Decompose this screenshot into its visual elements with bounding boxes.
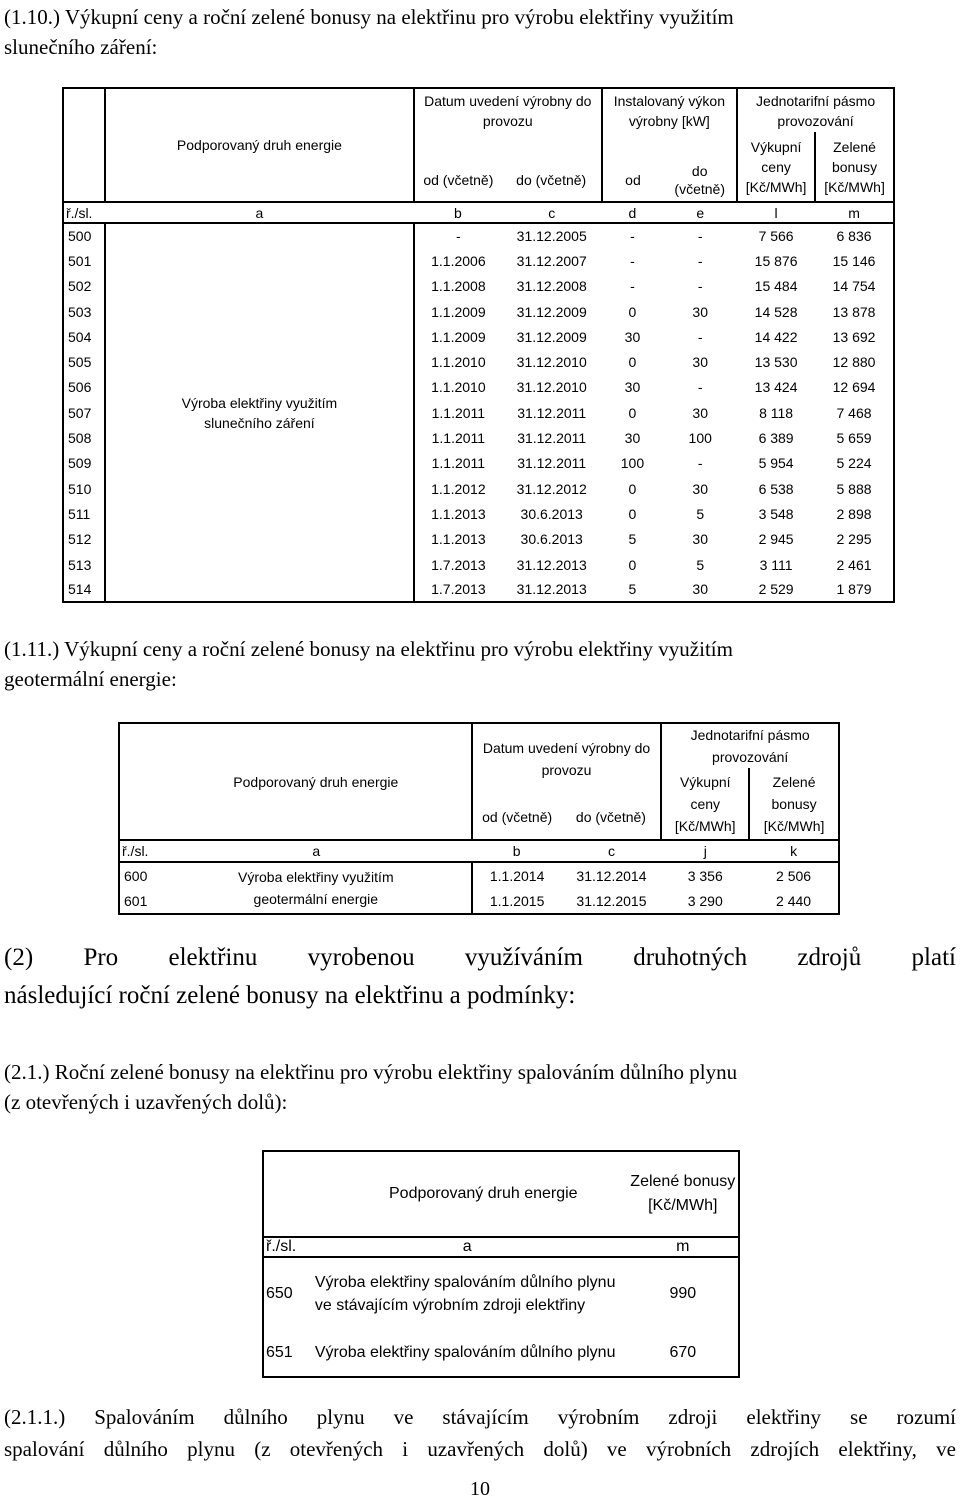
table-cell: 1.1.2014 [489, 867, 545, 884]
table-cell: 31.12.2010 [516, 379, 587, 396]
paragraph-2-1-1 [4, 1401, 956, 1465]
table-cell: 1.1.2009 [431, 328, 486, 345]
mine-column-letters-row: ř./sl. a m [263, 1237, 739, 1257]
header-od: od [602, 158, 664, 202]
heading-1-10 [4, 2, 956, 62]
table-cell: 5 [696, 556, 705, 573]
table-cell: 0 [628, 480, 637, 497]
table-cell: 30.6.2013 [520, 505, 583, 522]
table-cell: 3 290 [661, 888, 749, 914]
geo-header-druh: Podporovaný druh energie [161, 723, 472, 840]
table-cell: 2 295 [815, 527, 894, 552]
table-cell: 1.1.2010 [431, 354, 486, 371]
table-cell: 30 [692, 480, 708, 497]
paragraph-2-1-1-line2: spalování důlního plynu (z otevřených i uzavřených dolů) ve výrobních zdrojích elektřiny, ve [4, 1437, 956, 1461]
table-cell: - [697, 278, 703, 295]
heading-1-10-line1: (1.10.) Výkupní ceny a roční zelené bonusy na elektřinu pro výrobu elektřiny využitím [4, 5, 734, 29]
table-row [263, 1329, 739, 1377]
row-number: 514 [63, 577, 105, 602]
table-cell: 1.1.2011 [431, 455, 486, 472]
table-cell: 15 876 [754, 252, 798, 269]
table-cell: 1.1.2010 [431, 379, 486, 396]
heading-2-1-line1: (2.1.) Roční zelené bonusy na elektřinu pro výrobu elektřiny spalováním důlního plynu [4, 1060, 738, 1084]
row-number: 506 [63, 375, 105, 400]
table-cell: 2 440 [749, 888, 839, 914]
table-cell: 30.6.2013 [520, 531, 583, 548]
table-cell: - [630, 278, 635, 295]
header-vykupni: Výkupní ceny [Kč/MWh] [737, 132, 815, 202]
page-number: 10 [470, 1478, 490, 1500]
table-cell: 990 [628, 1257, 739, 1329]
mine-druh-cell: Výroba elektřiny spalováním důlního plynu [307, 1329, 628, 1377]
mine-header-druh: Podporovaný druh energie [307, 1151, 628, 1237]
header-do: do (včetně) [674, 162, 725, 197]
mine-header-zelene: Zelené bonusy [Kč/MWh] [628, 1151, 739, 1237]
table-cell: 15 146 [815, 248, 894, 273]
table-cell: 31.12.2011 [517, 404, 587, 421]
table-cell: 8 118 [759, 404, 794, 421]
table-cell: 30 [663, 577, 737, 602]
table-cell: 31.12.2010 [516, 354, 587, 371]
heading-1-11 [4, 634, 956, 694]
header-od-vcetne: od (včetně) [423, 171, 494, 188]
table-cell: 6 389 [758, 430, 794, 447]
table-cell: 31.12.2011 [517, 455, 587, 472]
table-cell: 13 530 [754, 354, 798, 371]
table-cell: - [630, 252, 635, 269]
table-cell: 100 [620, 455, 645, 472]
table-cell: 0 [628, 404, 637, 421]
table-cell: 3 548 [758, 505, 794, 522]
heading-1-11-line1: (1.11.) Výkupní ceny a roční zelené bonusy na elektřinu pro výrobu elektřiny využitím [4, 637, 733, 661]
table-cell: 7 566 [758, 228, 794, 245]
table-cell: 1.1.2013 [431, 505, 486, 522]
row-number: 502 [63, 274, 105, 299]
table-cell: 13 424 [754, 379, 798, 396]
table-cell: 5 [602, 577, 664, 602]
table-cell: 12 694 [815, 375, 894, 400]
table-cell: 30 [692, 354, 708, 371]
table-cell: 0 [628, 354, 637, 371]
table-cell: 5 659 [815, 425, 894, 450]
geo-header-datum: Datum uvedení výrobny do provozu [472, 723, 662, 794]
row-number: 504 [63, 324, 105, 349]
row-number: 601 [119, 888, 161, 914]
mine-druh-cell: Výroba elektřiny spalováním důlního plynu ve stávajícím výrobním zdroji elektřiny [314, 1273, 616, 1314]
table-cell: - [697, 455, 703, 472]
table-row [119, 862, 839, 888]
table-cell: 1.1.2009 [431, 303, 486, 320]
heading-1-11-line2: geotermální energie: [4, 667, 177, 691]
table-cell: - [456, 228, 461, 245]
header-zelene: Zelené bonusy [Kč/MWh] [815, 132, 894, 202]
table-row [63, 223, 894, 248]
row-number: 511 [63, 501, 105, 526]
table-cell: 31.12.2008 [516, 278, 587, 295]
table-row [263, 1257, 739, 1329]
table-cell: - [697, 379, 703, 396]
table-mine-gas [262, 1150, 740, 1378]
header-do-vcetne: do (včetně) [516, 171, 587, 188]
table-cell: 6 836 [815, 223, 894, 248]
table-cell: - [697, 228, 703, 245]
header-instal: Instalovaný výkon výrobny [kW] [602, 88, 738, 132]
table-cell: 31.12.2007 [516, 252, 587, 269]
row-number: 507 [63, 400, 105, 425]
table-cell: 31.12.2012 [516, 480, 587, 497]
table-cell: 1.1.2011 [431, 404, 486, 421]
table-cell: 1.1.2015 [472, 888, 562, 914]
heading-2-1-line2: (z otevřených i uzavřených dolů): [4, 1090, 288, 1114]
table-cell: 5 224 [815, 451, 894, 476]
table-cell: 2 461 [815, 552, 894, 577]
geo-header-od: od (včetně) [482, 808, 553, 825]
table-cell: 5 888 [815, 476, 894, 501]
table-cell: 3 356 [687, 867, 723, 884]
geo-druh-cell: Výroba elektřiny využitím geotermální energie [161, 862, 472, 914]
table-cell: 30 [692, 531, 708, 548]
table-cell: 15 484 [754, 278, 798, 295]
table-cell: 31.12.2015 [562, 888, 662, 914]
table-cell: 31.12.2013 [502, 577, 602, 602]
table-cell: 30 [692, 404, 708, 421]
table-cell: 13 692 [815, 324, 894, 349]
table-cell: 30 [624, 430, 641, 447]
paragraph-2 [4, 939, 956, 1015]
header-pasmo: Jednotarifní pásmo provozování [737, 88, 894, 132]
paragraph-2-line1: (2) Pro elektřinu vyrobenou využíváním druhotných zdrojů platí [4, 944, 956, 971]
row-number: 650 [263, 1257, 307, 1329]
table-cell: 14 422 [754, 328, 798, 345]
table-cell: 31.12.2014 [576, 867, 647, 884]
column-letters-row: ř./sl. a b c d e l m [63, 202, 894, 223]
table-cell: 5 [696, 505, 705, 522]
row-number: 651 [263, 1329, 307, 1377]
table-cell: 0 [628, 303, 637, 320]
table-cell: 2 898 [815, 501, 894, 526]
table-cell: 14 754 [815, 274, 894, 299]
table-cell: 1.1.2006 [431, 252, 486, 269]
heading-2-1 [4, 1057, 956, 1117]
table-cell: - [697, 252, 703, 269]
geo-header-vykupni: Výkupní ceny [Kč/MWh] [661, 768, 749, 840]
row-number: 600 [119, 862, 161, 888]
geo-column-letters-row: ř./sl. a b c j k [119, 840, 839, 862]
table-cell: 5 [628, 531, 637, 548]
table-cell: - [630, 228, 635, 245]
table-cell: 1.1.2012 [431, 480, 486, 497]
table-cell: 0 [628, 505, 637, 522]
table-cell: 31.12.2005 [516, 228, 587, 245]
row-number: 513 [63, 552, 105, 577]
geo-header-do: do (včetně) [575, 808, 646, 825]
table-cell: 2 945 [758, 531, 794, 548]
table-cell: 14 528 [754, 303, 798, 320]
row-number: 508 [63, 425, 105, 450]
druh-cell: Výroba elektřiny využitím slunečního záření [105, 223, 414, 602]
table-cell: 670 [628, 1329, 739, 1377]
table-cell: 6 538 [758, 480, 794, 497]
table-solar [62, 87, 895, 603]
paragraph-2-line2: následující roční zelené bonusy na elektřinu a podmínky: [4, 982, 576, 1009]
table-cell: 12 880 [815, 349, 894, 374]
table-cell: 100 [688, 430, 712, 447]
table-cell: 3 111 [759, 556, 793, 573]
table-cell: 0 [628, 556, 637, 573]
table-cell: 13 878 [815, 299, 894, 324]
table-cell: 1 879 [815, 577, 894, 602]
row-number: 505 [63, 349, 105, 374]
heading-1-10-line2: slunečního záření: [4, 35, 158, 59]
table-cell: 1.1.2013 [431, 531, 486, 548]
table-cell: 31.12.2009 [516, 328, 587, 345]
geo-header-pasmo: Jednotarifní pásmo provozování [661, 723, 839, 768]
table-cell: 31.12.2013 [516, 556, 587, 573]
row-number: 510 [63, 476, 105, 501]
header-datum: Datum uvedení výrobny do provozu [414, 88, 602, 132]
row-number: 501 [63, 248, 105, 273]
table-cell: 31.12.2009 [516, 303, 587, 320]
table-geothermal [118, 722, 840, 915]
table-cell: 30 [692, 303, 708, 320]
row-number: 503 [63, 299, 105, 324]
table-cell: 30 [624, 328, 641, 345]
table-cell: 30 [624, 379, 641, 396]
geo-header-zelene: Zelené bonusy [Kč/MWh] [749, 768, 839, 840]
table-cell: 1.1.2008 [431, 278, 486, 295]
table-cell: 2 506 [749, 862, 839, 888]
header-druh: Podporovaný druh energie [105, 88, 414, 202]
row-number: 509 [63, 451, 105, 476]
row-number: 500 [63, 223, 105, 248]
table-cell: 1.7.2013 [431, 556, 486, 573]
table-cell: 1.1.2011 [431, 430, 486, 447]
table-cell: 31.12.2011 [517, 430, 587, 447]
table-cell: 5 954 [758, 455, 794, 472]
table-cell: 2 529 [737, 577, 815, 602]
table-cell: 1.7.2013 [414, 577, 502, 602]
table-cell: 7 468 [815, 400, 894, 425]
row-number: 512 [63, 527, 105, 552]
paragraph-2-1-1-line1: (2.1.1.) Spalováním důlního plynu ve stávajícím výrobním zdroji elektřiny se rozumí [4, 1405, 956, 1429]
table-cell: - [697, 328, 703, 345]
